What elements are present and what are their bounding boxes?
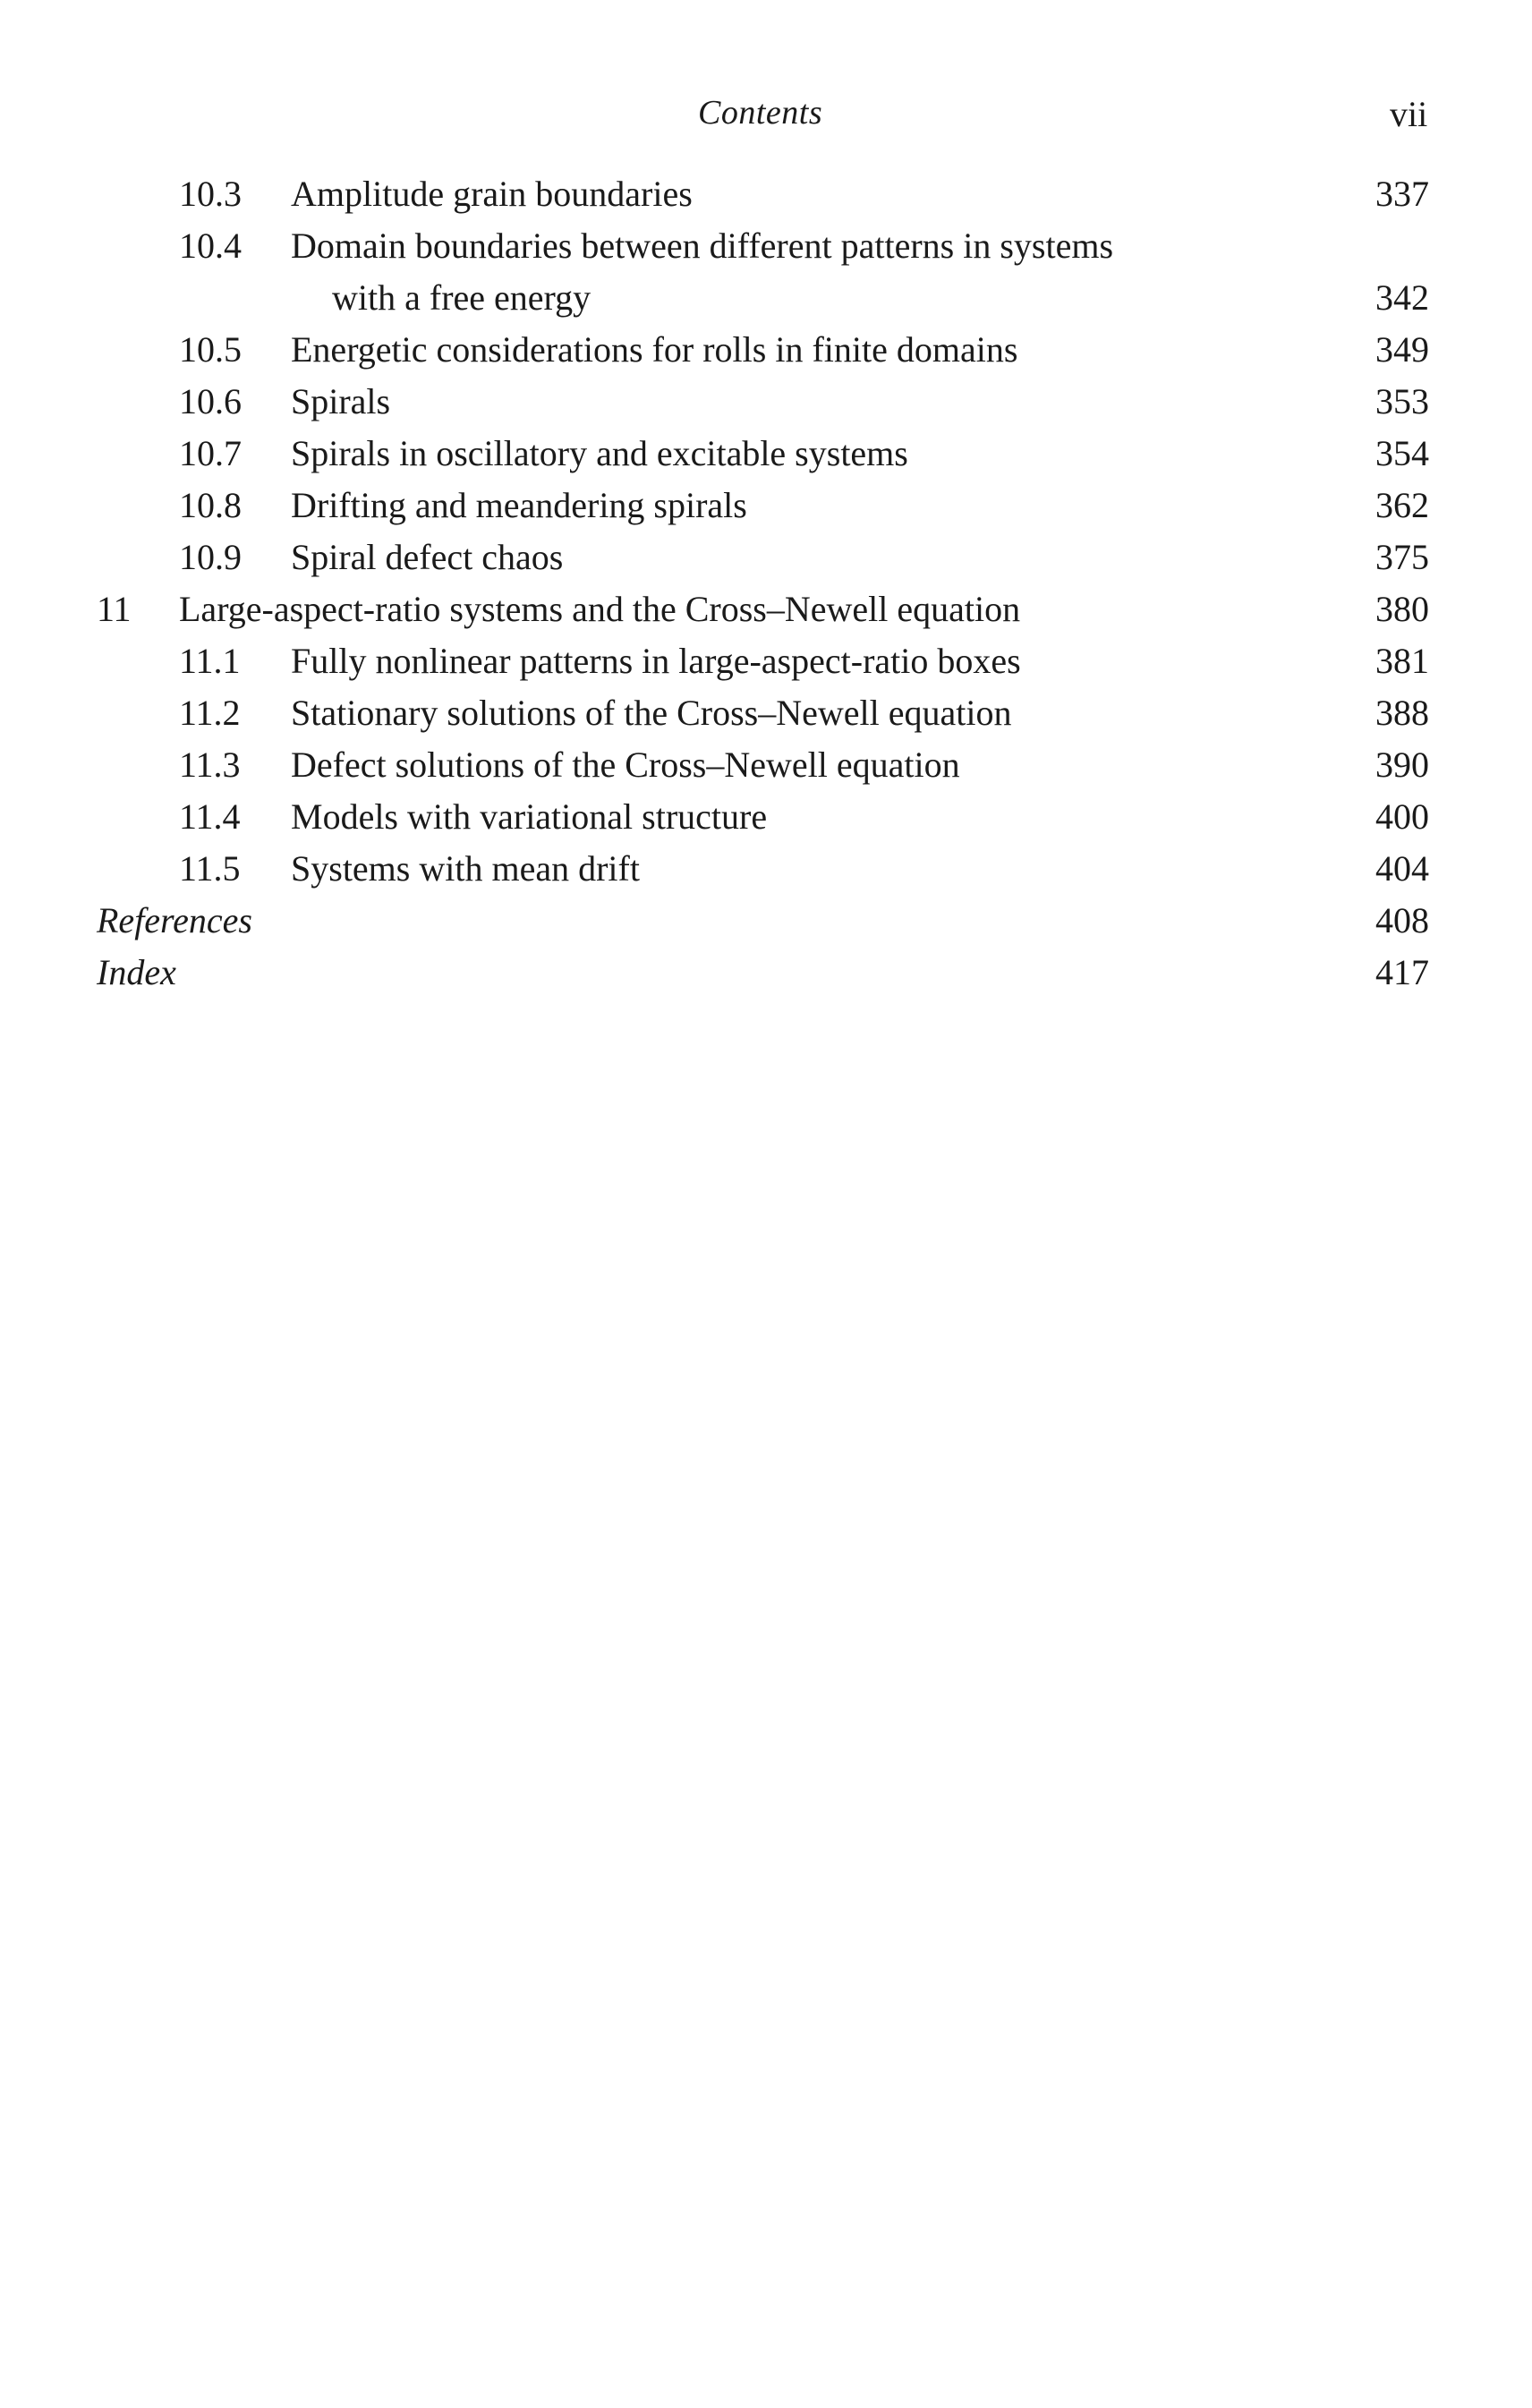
toc-entry-index xyxy=(0,947,1532,999)
page-number: 417 xyxy=(1375,952,1429,992)
section-number: 11.2 xyxy=(179,693,241,733)
section-title: Spiral defect chaos xyxy=(291,537,564,577)
toc-entry-11-5 xyxy=(0,843,1532,895)
toc-entry-10-6 xyxy=(0,376,1532,428)
running-title: Contents xyxy=(698,94,823,132)
references-title: References xyxy=(97,900,252,940)
page-folio: vii xyxy=(1390,94,1428,134)
section-number: 11.3 xyxy=(179,745,241,785)
section-number: 10.6 xyxy=(179,381,242,421)
section-title: Drifting and meandering spirals xyxy=(291,485,747,525)
table-of-contents xyxy=(0,168,1532,999)
toc-entry-10-5 xyxy=(0,324,1532,376)
section-number: 11.5 xyxy=(179,848,241,889)
page-number: 388 xyxy=(1375,693,1429,733)
section-title: Energetic considerations for rolls in finite domains xyxy=(291,329,1018,370)
page-number: 337 xyxy=(1375,174,1429,214)
toc-entry-11-1 xyxy=(0,635,1532,687)
section-number: 10.8 xyxy=(179,485,242,525)
page-number: 404 xyxy=(1375,848,1429,889)
toc-entry-11-3 xyxy=(0,739,1532,791)
section-number: 11.4 xyxy=(179,796,241,837)
running-head xyxy=(0,93,1532,143)
section-title: Stationary solutions of the Cross–Newell equation xyxy=(291,693,1012,733)
section-number: 11.1 xyxy=(179,641,241,681)
page-number: 400 xyxy=(1375,796,1429,837)
section-title: Systems with mean drift xyxy=(291,848,640,889)
page-number: 375 xyxy=(1375,537,1429,577)
page-number: 353 xyxy=(1375,381,1429,421)
toc-entry-10-3 xyxy=(0,168,1532,220)
toc-entry-11-2 xyxy=(0,687,1532,739)
chapter-number: 11 xyxy=(97,589,132,629)
page-number: 354 xyxy=(1375,433,1429,473)
section-title: Spirals in oscillatory and excitable systems xyxy=(291,433,908,473)
page-number: 381 xyxy=(1375,641,1429,681)
toc-entry-10-4 xyxy=(0,220,1532,324)
page-number: 362 xyxy=(1375,485,1429,525)
section-title: Spirals xyxy=(291,381,391,421)
section-title: Amplitude grain boundaries xyxy=(291,174,693,214)
section-title: Models with variational structure xyxy=(291,796,768,837)
toc-entry-chapter-11 xyxy=(0,583,1532,635)
page-number: 390 xyxy=(1375,745,1429,785)
section-number: 10.4 xyxy=(179,225,242,266)
toc-entry-10-7 xyxy=(0,428,1532,480)
section-number: 10.5 xyxy=(179,329,242,370)
section-number: 10.3 xyxy=(179,174,242,214)
toc-entry-11-4 xyxy=(0,791,1532,843)
index-title: Index xyxy=(97,952,176,992)
section-title: Defect solutions of the Cross–Newell equation xyxy=(291,745,960,785)
section-number: 10.7 xyxy=(179,433,242,473)
page-number: 408 xyxy=(1375,900,1429,940)
page-number: 380 xyxy=(1375,589,1429,629)
toc-entry-10-9 xyxy=(0,532,1532,583)
section-title-line-2: with a free energy xyxy=(332,277,592,318)
page-number: 342 xyxy=(1375,277,1429,318)
toc-entry-references xyxy=(0,895,1532,947)
chapter-title: Large-aspect-ratio systems and the Cross–Newell equation xyxy=(179,589,1021,629)
section-title-line-1: Domain boundaries between different patterns in systems xyxy=(291,225,1114,266)
toc-entry-10-8 xyxy=(0,480,1532,532)
section-title xyxy=(291,220,1113,324)
page-number: 349 xyxy=(1375,329,1429,370)
section-number: 10.9 xyxy=(179,537,242,577)
section-title: Fully nonlinear patterns in large-aspect-ratio boxes xyxy=(291,641,1021,681)
